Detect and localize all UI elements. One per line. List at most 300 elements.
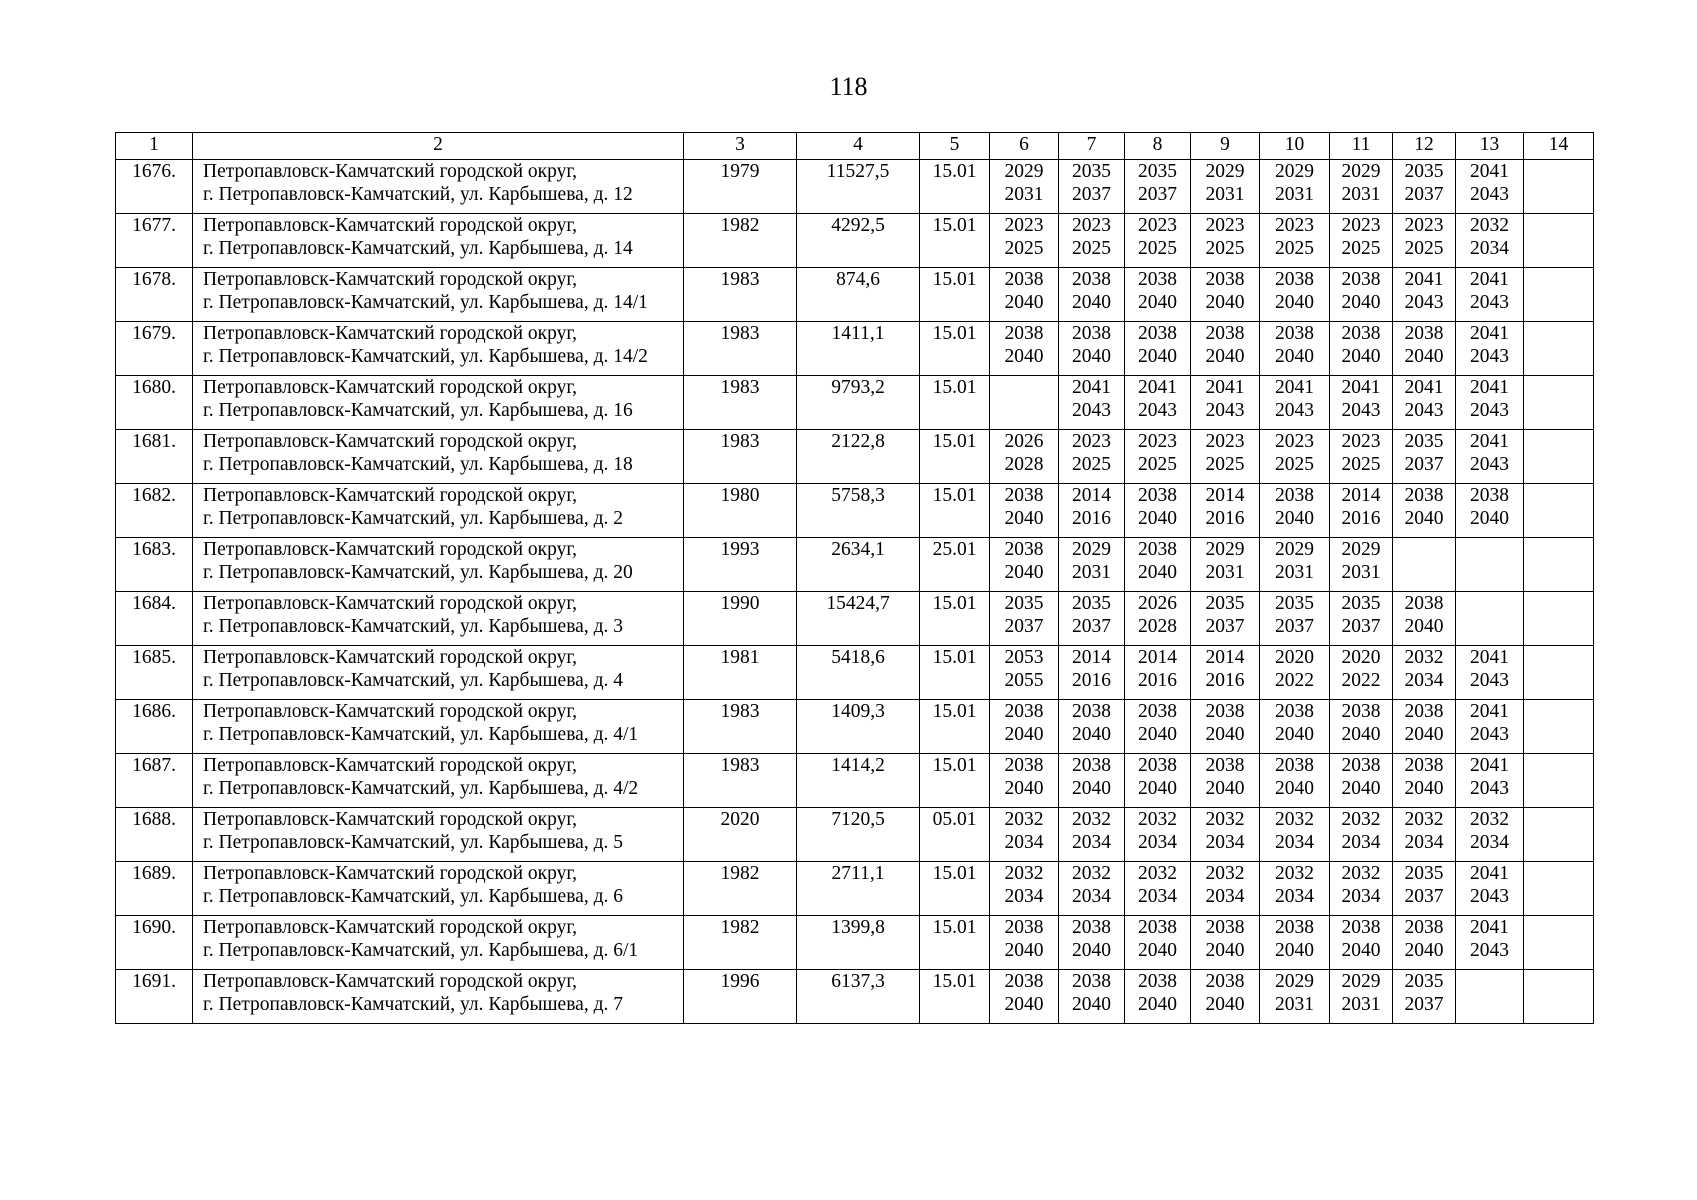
table-row	[116, 430, 1594, 484]
period-cell-line: 2032	[1275, 809, 1314, 830]
area-line: 874,6	[836, 269, 880, 290]
period-cell-line: 2023	[1341, 431, 1381, 452]
period-cell	[990, 970, 1059, 1024]
period-cell-line: 2040	[1205, 292, 1245, 313]
period-cell	[1260, 484, 1330, 538]
column-header: 5	[920, 133, 990, 160]
code	[920, 160, 990, 214]
area	[797, 862, 920, 916]
period-cell	[1393, 430, 1456, 484]
period-cell-line: 2040	[1004, 724, 1044, 745]
period-cell-line: 2031	[1341, 184, 1381, 205]
period-cell-line: 2032	[1470, 809, 1509, 830]
period-cell-line: 2041	[1470, 161, 1509, 182]
period-cell-line: 2043	[1470, 346, 1509, 367]
period-cell-line: 2040	[1275, 940, 1314, 961]
address-line: Петропавловск-Камчатский городской округ,	[203, 485, 578, 506]
column-header: 11	[1330, 133, 1393, 160]
period-cell	[1456, 970, 1524, 1024]
period-cell-line: 2016	[1072, 670, 1111, 691]
column-header: 7	[1059, 133, 1125, 160]
period-cell-line: 2025	[1341, 454, 1381, 475]
period-cell-line: 2040	[1138, 940, 1177, 961]
period-cell-line: 2040	[1138, 508, 1177, 529]
period-cell	[1125, 808, 1191, 862]
period-cell-line: 2029	[1275, 161, 1314, 182]
period-cell	[1191, 592, 1260, 646]
period-cell-line: 2037	[1404, 994, 1444, 1015]
period-cell-line: 2031	[1275, 994, 1314, 1015]
period-cell-line: 2025	[1341, 238, 1381, 259]
period-cell	[1191, 484, 1260, 538]
area	[797, 700, 920, 754]
period-cell-line: 2038	[1004, 971, 1044, 992]
build-year-line: 1990	[720, 593, 760, 614]
period-cell-line: 2029	[1341, 539, 1381, 560]
period-cell-line: 2041	[1470, 377, 1509, 398]
period-cell-line: 2032	[1341, 863, 1381, 884]
period-cell-line: 2038	[1205, 755, 1245, 776]
period-cell-line: 2041	[1072, 377, 1111, 398]
build-year-line: 1982	[720, 917, 760, 938]
build-year-line: 1983	[720, 701, 760, 722]
address	[193, 808, 684, 862]
period-cell-line: 2034	[1404, 832, 1444, 853]
period-cell-line: 2028	[1004, 454, 1044, 475]
period-cell	[1260, 970, 1330, 1024]
period-cell	[1191, 646, 1260, 700]
period-cell	[1260, 268, 1330, 322]
period-cell-line: 2016	[1072, 508, 1111, 529]
code-line: 15.01	[932, 701, 977, 722]
build-year-line: 1993	[720, 539, 760, 560]
period-cell-line: 2031	[1275, 184, 1314, 205]
period-cell	[990, 214, 1059, 268]
period-cell-line: 2025	[1138, 238, 1177, 259]
period-cell-line: 2026	[1138, 593, 1177, 614]
period-cell-line: 2040	[1341, 346, 1381, 367]
address-line: Петропавловск-Камчатский городской округ,	[203, 647, 578, 668]
period-cell	[1125, 484, 1191, 538]
period-cell-line: 2034	[1275, 886, 1314, 907]
period-cell-line: 2043	[1470, 724, 1509, 745]
period-cell-line: 2038	[1205, 971, 1245, 992]
period-cell-line: 2014	[1205, 485, 1245, 506]
period-cell-line: 2040	[1341, 292, 1381, 313]
code-line: 15.01	[932, 377, 977, 398]
period-cell	[990, 754, 1059, 808]
period-cell	[1524, 970, 1594, 1024]
period-cell-line: 2016	[1205, 670, 1245, 691]
period-cell	[1456, 430, 1524, 484]
period-cell-line: 2025	[1072, 454, 1111, 475]
period-cell-line: 2038	[1404, 755, 1444, 776]
period-cell-line: 2038	[1072, 755, 1111, 776]
period-cell-line: 2034	[1470, 832, 1509, 853]
period-cell-line: 2040	[1205, 346, 1245, 367]
period-cell-line: 2037	[1072, 616, 1111, 637]
build-year	[684, 754, 797, 808]
area-line: 6137,3	[831, 971, 885, 992]
period-cell-line: 2031	[1205, 562, 1245, 583]
period-cell	[1393, 214, 1456, 268]
period-cell-line: 2025	[1404, 238, 1444, 259]
code-line: 15.01	[932, 323, 977, 344]
period-cell-line: 2041	[1138, 377, 1177, 398]
period-cell-line: 2016	[1205, 508, 1245, 529]
build-year	[684, 160, 797, 214]
address	[193, 592, 684, 646]
address	[193, 376, 684, 430]
address-line: г. Петропавловск-Камчатский, ул. Карбышева, д. 4	[203, 670, 623, 691]
period-cell-line: 2040	[1341, 724, 1381, 745]
area	[797, 646, 920, 700]
period-cell	[1456, 484, 1524, 538]
period-cell-line: 2034	[1004, 832, 1044, 853]
period-cell-line: 2029	[1205, 161, 1245, 182]
period-cell	[990, 592, 1059, 646]
address-line: г. Петропавловск-Камчатский, ул. Карбышева, д. 2	[203, 508, 623, 529]
period-cell	[1524, 754, 1594, 808]
period-cell-line: 2038	[1275, 755, 1314, 776]
table-row	[116, 808, 1594, 862]
period-cell-line: 2038	[1470, 485, 1509, 506]
area	[797, 484, 920, 538]
period-cell-line: 2032	[1205, 809, 1245, 830]
period-cell	[1260, 538, 1330, 592]
row-number-line: 1680.	[132, 377, 176, 398]
area-line: 1414,2	[831, 755, 885, 776]
code-line: 15.01	[932, 863, 977, 884]
address-line: г. Петропавловск-Камчатский, ул. Карбышева, д. 6	[203, 886, 623, 907]
code	[920, 322, 990, 376]
code	[920, 646, 990, 700]
area-line: 11527,5	[826, 161, 890, 182]
period-cell-line: 2040	[1275, 346, 1314, 367]
period-cell-line: 2040	[1404, 616, 1444, 637]
period-cell-line: 2040	[1470, 508, 1509, 529]
period-cell-line: 2035	[1004, 593, 1044, 614]
build-year	[684, 916, 797, 970]
code	[920, 430, 990, 484]
build-year	[684, 592, 797, 646]
period-cell-line: 2040	[1004, 778, 1044, 799]
period-cell-line: 2038	[1404, 323, 1444, 344]
period-cell-line: 2023	[1072, 431, 1111, 452]
period-cell	[1330, 592, 1393, 646]
period-cell-line: 2043	[1470, 940, 1509, 961]
period-cell	[1125, 376, 1191, 430]
period-cell-line: 2055	[1004, 670, 1044, 691]
housing-register-table	[115, 132, 1594, 1024]
area-line: 1411,1	[831, 323, 885, 344]
period-cell-line: 2040	[1138, 994, 1177, 1015]
period-cell	[1125, 970, 1191, 1024]
area-line: 2711,1	[831, 863, 885, 884]
column-header: 10	[1260, 133, 1330, 160]
column-header: 12	[1393, 133, 1456, 160]
period-cell-line: 2032	[1275, 863, 1314, 884]
address-line: Петропавловск-Камчатский городской округ,	[203, 215, 578, 236]
code-line: 15.01	[932, 269, 977, 290]
table-body	[116, 160, 1594, 1024]
period-cell	[1456, 160, 1524, 214]
period-cell-line: 2031	[1341, 994, 1381, 1015]
period-cell-line: 2040	[1205, 994, 1245, 1015]
period-cell-line: 2040	[1138, 562, 1177, 583]
period-cell	[1330, 862, 1393, 916]
period-cell-line: 2023	[1205, 431, 1245, 452]
period-cell-line: 2043	[1470, 670, 1509, 691]
period-cell-line: 2041	[1341, 377, 1381, 398]
period-cell-line: 2032	[1138, 863, 1177, 884]
address-line: г. Петропавловск-Камчатский, ул. Карбышева, д. 7	[203, 994, 623, 1015]
period-cell	[1524, 538, 1594, 592]
code	[920, 916, 990, 970]
build-year-line: 1996	[720, 971, 760, 992]
period-cell-line: 2032	[1138, 809, 1177, 830]
period-cell-line: 2038	[1275, 485, 1314, 506]
period-cell	[1393, 322, 1456, 376]
period-cell-line: 2035	[1072, 161, 1111, 182]
period-cell	[1260, 376, 1330, 430]
period-cell-line: 2038	[1404, 917, 1444, 938]
period-cell-line: 2043	[1470, 184, 1509, 205]
period-cell	[1260, 862, 1330, 916]
period-cell-line: 2043	[1138, 400, 1177, 421]
period-cell	[1330, 268, 1393, 322]
address-line: г. Петропавловск-Камчатский, ул. Карбышева, д. 20	[203, 562, 633, 583]
period-cell	[1524, 700, 1594, 754]
period-cell	[1191, 808, 1260, 862]
period-cell	[1125, 592, 1191, 646]
address	[193, 538, 684, 592]
period-cell	[1260, 808, 1330, 862]
period-cell	[1330, 754, 1393, 808]
period-cell	[1393, 538, 1456, 592]
area-line: 1409,3	[831, 701, 885, 722]
period-cell-line: 2043	[1275, 400, 1314, 421]
period-cell	[1125, 160, 1191, 214]
period-cell	[1330, 160, 1393, 214]
period-cell-line: 2029	[1341, 971, 1381, 992]
period-cell	[990, 376, 1059, 430]
row-number-line: 1691.	[132, 971, 176, 992]
period-cell	[1059, 916, 1125, 970]
row-number	[116, 268, 193, 322]
period-cell-line: 2023	[1404, 215, 1444, 236]
period-cell-line: 2025	[1138, 454, 1177, 475]
period-cell-line: 2037	[1004, 616, 1044, 637]
row-number	[116, 916, 193, 970]
code-line: 15.01	[932, 161, 977, 182]
period-cell-line: 2041	[1404, 269, 1444, 290]
build-year-line: 1982	[720, 863, 760, 884]
period-cell	[990, 916, 1059, 970]
period-cell	[990, 808, 1059, 862]
period-cell	[1260, 646, 1330, 700]
code	[920, 808, 990, 862]
period-cell-line: 2040	[1341, 778, 1381, 799]
period-cell-line: 2038	[1138, 971, 1177, 992]
period-cell	[1456, 268, 1524, 322]
period-cell-line: 2040	[1138, 346, 1177, 367]
address-line: г. Петропавловск-Камчатский, ул. Карбышева, д. 14	[203, 238, 633, 259]
period-cell	[990, 538, 1059, 592]
period-cell	[1330, 916, 1393, 970]
period-cell-line: 2032	[1004, 863, 1044, 884]
period-cell	[1456, 754, 1524, 808]
period-cell-line: 2038	[1341, 269, 1381, 290]
period-cell-line: 2043	[1470, 292, 1509, 313]
period-cell	[1260, 700, 1330, 754]
row-number-line: 1688.	[132, 809, 176, 830]
period-cell-line: 2038	[1072, 269, 1111, 290]
period-cell-line: 2040	[1275, 292, 1314, 313]
period-cell	[1125, 646, 1191, 700]
period-cell	[990, 862, 1059, 916]
row-number	[116, 862, 193, 916]
period-cell	[1125, 862, 1191, 916]
table-row	[116, 916, 1594, 970]
table-row	[116, 646, 1594, 700]
period-cell	[1524, 376, 1594, 430]
period-cell-line: 2038	[1004, 701, 1044, 722]
build-year	[684, 430, 797, 484]
column-header: 14	[1524, 133, 1594, 160]
period-cell	[1059, 970, 1125, 1024]
row-number-line: 1681.	[132, 431, 176, 452]
address	[193, 646, 684, 700]
row-number-line: 1682.	[132, 485, 176, 506]
table-row	[116, 862, 1594, 916]
period-cell	[1260, 214, 1330, 268]
address-line: Петропавловск-Камчатский городской округ,	[203, 917, 578, 938]
period-cell-line: 2029	[1275, 971, 1314, 992]
area	[797, 538, 920, 592]
row-number-line: 1683.	[132, 539, 176, 560]
period-cell	[1059, 322, 1125, 376]
build-year	[684, 484, 797, 538]
row-number	[116, 700, 193, 754]
build-year	[684, 700, 797, 754]
period-cell	[1059, 646, 1125, 700]
period-cell-line: 2038	[1275, 323, 1314, 344]
period-cell-line: 2043	[1470, 778, 1509, 799]
code-line: 15.01	[932, 215, 977, 236]
period-cell	[1456, 322, 1524, 376]
period-cell-line: 2032	[1205, 863, 1245, 884]
period-cell-line: 2025	[1004, 238, 1044, 259]
period-cell-line: 2038	[1341, 323, 1381, 344]
address-line: Петропавловск-Камчатский городской округ,	[203, 755, 578, 776]
code	[920, 754, 990, 808]
period-cell-line: 2043	[1072, 400, 1111, 421]
build-year-line: 1983	[720, 323, 760, 344]
period-cell	[990, 646, 1059, 700]
period-cell-line: 2029	[1072, 539, 1111, 560]
build-year	[684, 970, 797, 1024]
row-number	[116, 484, 193, 538]
period-cell	[1059, 268, 1125, 322]
period-cell-line: 2040	[1004, 508, 1044, 529]
period-cell-line: 2034	[1341, 886, 1381, 907]
area	[797, 214, 920, 268]
row-number-line: 1685.	[132, 647, 176, 668]
table-row	[116, 268, 1594, 322]
period-cell-line: 2023	[1138, 431, 1177, 452]
code-line: 15.01	[932, 647, 977, 668]
period-cell	[1059, 430, 1125, 484]
period-cell	[1393, 700, 1456, 754]
address-line: Петропавловск-Камчатский городской округ,	[203, 161, 578, 182]
period-cell	[1330, 214, 1393, 268]
row-number	[116, 592, 193, 646]
column-header: 1	[116, 133, 193, 160]
period-cell-line: 2040	[1404, 940, 1444, 961]
period-cell	[990, 700, 1059, 754]
row-number	[116, 214, 193, 268]
build-year-line: 1983	[720, 269, 760, 290]
build-year-line: 1980	[720, 485, 760, 506]
row-number-line: 1678.	[132, 269, 176, 290]
period-cell	[990, 160, 1059, 214]
period-cell-line: 2041	[1404, 377, 1444, 398]
address	[193, 754, 684, 808]
build-year	[684, 214, 797, 268]
address-line: Петропавловск-Камчатский городской округ,	[203, 377, 578, 398]
period-cell-line: 2037	[1138, 184, 1177, 205]
period-cell	[1260, 430, 1330, 484]
period-cell-line: 2043	[1470, 886, 1509, 907]
period-cell	[1524, 808, 1594, 862]
row-number-line: 1690.	[132, 917, 176, 938]
code	[920, 592, 990, 646]
code	[920, 214, 990, 268]
period-cell	[1393, 808, 1456, 862]
row-number	[116, 538, 193, 592]
period-cell-line: 2040	[1138, 778, 1177, 799]
address-line: г. Петропавловск-Камчатский, ул. Карбышева, д. 5	[203, 832, 623, 853]
period-cell-line: 2040	[1072, 940, 1111, 961]
period-cell-line: 2035	[1404, 161, 1444, 182]
address	[193, 322, 684, 376]
period-cell	[1456, 646, 1524, 700]
period-cell-line: 2038	[1072, 971, 1111, 992]
period-cell-line: 2035	[1275, 593, 1314, 614]
row-number	[116, 160, 193, 214]
period-cell	[1393, 862, 1456, 916]
period-cell-line: 2034	[1404, 670, 1444, 691]
area-line: 5418,6	[831, 647, 885, 668]
period-cell	[1059, 538, 1125, 592]
area-line: 15424,7	[826, 593, 890, 614]
period-cell-line: 2040	[1072, 292, 1111, 313]
build-year	[684, 322, 797, 376]
period-cell	[1260, 592, 1330, 646]
area-line: 1399,8	[831, 917, 885, 938]
period-cell-line: 2040	[1275, 508, 1314, 529]
period-cell-line: 2032	[1341, 809, 1381, 830]
code-line: 15.01	[932, 755, 977, 776]
address-line: Петропавловск-Камчатский городской округ,	[203, 701, 578, 722]
period-cell-line: 2043	[1341, 400, 1381, 421]
area	[797, 916, 920, 970]
period-cell-line: 2037	[1404, 886, 1444, 907]
period-cell	[1456, 808, 1524, 862]
table-row	[116, 592, 1594, 646]
table-row	[116, 322, 1594, 376]
